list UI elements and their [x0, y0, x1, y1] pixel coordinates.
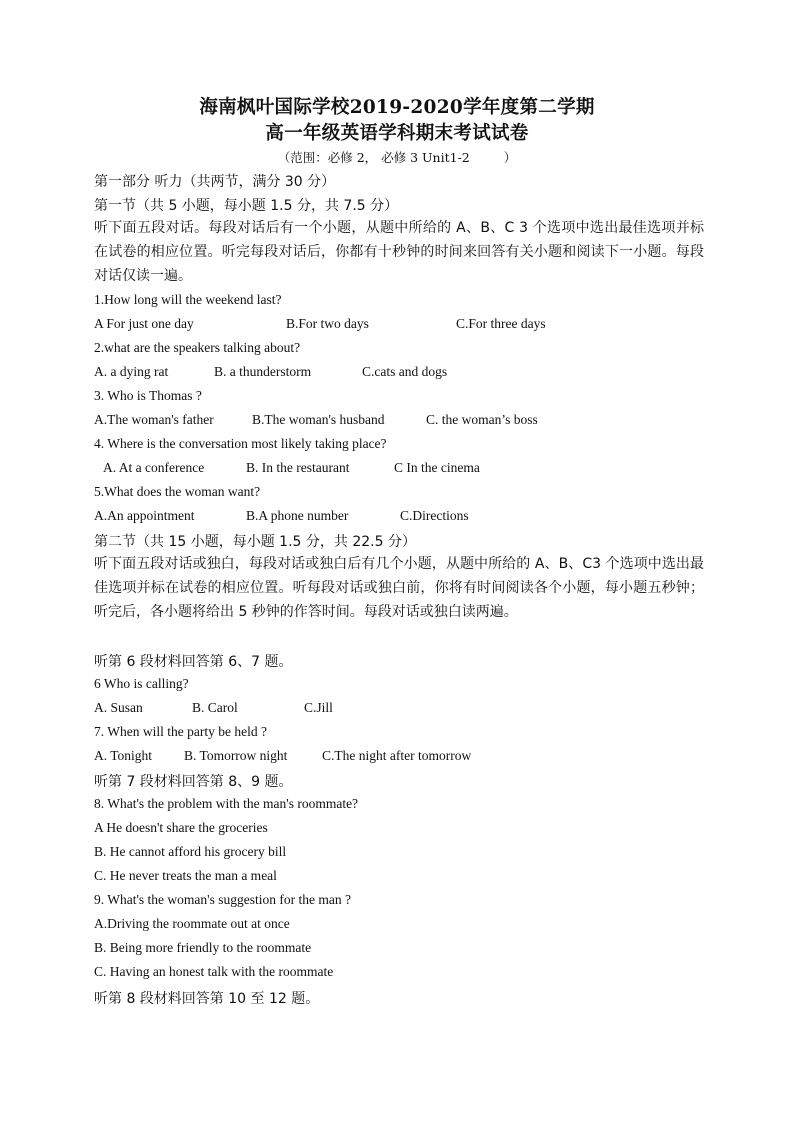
question-2-option-b: B. a thunderstorm — [214, 364, 312, 379]
question-9-option-b: B. Being more friendly to the roommate — [94, 940, 312, 955]
group-6-heading: 听第 6 段材料回答第 6、7 题。 — [94, 654, 293, 670]
question-6-option-a: A. Susan — [94, 700, 143, 715]
part1-heading: 第一部分 听力（共两节，满分 30 分） — [94, 174, 336, 190]
school-title: 海南枫叶国际学校2019-2020学年度第二学期 — [199, 97, 595, 118]
question-1-option-c: C.For three days — [456, 316, 546, 331]
question-5-option-c: C.Directions — [400, 508, 469, 523]
exam-scope — [0, 148, 794, 166]
question-6: 6 Who is calling? — [94, 676, 189, 691]
group-7-heading: 听第 7 段材料回答第 8、9 题。 — [94, 774, 293, 790]
question-4: 4. Where is the conversation most likely taking place? — [94, 436, 387, 451]
question-8-option-c: C. He never treats the man a meal — [94, 868, 277, 883]
exam-title: 高一年级英语学科期末考试试卷 — [265, 123, 529, 144]
question-2: 2.what are the speakers talking about? — [94, 340, 301, 355]
question-6-option-b: B. Carol — [192, 700, 238, 715]
scope-close: ） — [503, 150, 517, 165]
question-3-option-c: C. the woman’s boss — [426, 412, 538, 427]
question-9-option-c: C. Having an honest talk with the roommate — [94, 964, 334, 979]
question-5-option-a: A.An appointment — [94, 508, 195, 523]
scope-text: （范围：必修 2， 必修 3 Unit1-2 — [277, 150, 470, 165]
question-3-option-b: B.The woman's husband — [252, 412, 385, 427]
section1-instructions: 听下面五段对话。每段对话后有一个小题，从题中所给的 A、B、C 3 个选项中选出最佳选项并标在试卷的相应位置。听完每段对话后，你都有十秒钟的时间来回答有关小题和阅读下一小题。每段对话仅读一遍。 — [94, 220, 704, 284]
question-4-option-a: A. At a conference — [103, 460, 205, 475]
section2-instructions: 听下面五段对话或独白，每段对话或独白后有几个小题，从题中所给的 A、B、C3 个选项中选出最佳选项并标在试卷的相应位置。听每段对话或独白前，你将有时间阅读各个小题，每小题五秒钟；听完后，各小题将给出 5 秒钟的作答时间。每段对话或独白读两遍。 — [94, 556, 704, 620]
question-7-option-a: A. Tonight — [94, 748, 153, 763]
section2-heading: 第二节（共 15 小题，每小题 1.5 分，共 22.5 分） — [94, 534, 416, 550]
question-3-option-a: A.The woman's father — [94, 412, 214, 427]
question-5-option-b: B.A phone number — [246, 508, 349, 523]
question-1-option-a: A For just one day — [94, 316, 194, 331]
question-2-option-a: A. a dying rat — [94, 364, 169, 379]
question-1-option-b: B.For two days — [286, 316, 369, 331]
question-2-option-c: C.cats and dogs — [362, 364, 448, 379]
question-1: 1.How long will the weekend last? — [94, 292, 282, 307]
question-7-option-c: C.The night after tomorrow — [322, 748, 472, 763]
question-9: 9. What's the woman's suggestion for the man ? — [94, 892, 351, 907]
question-8-option-a: A He doesn't share the groceries — [94, 820, 268, 835]
group-8-heading: 听第 8 段材料回答第 10 至 12 题。 — [94, 991, 320, 1007]
question-7: 7. When will the party be held ? — [94, 724, 267, 739]
question-4-option-c: C In the cinema — [394, 460, 480, 475]
question-3: 3. Who is Thomas ? — [94, 388, 202, 403]
question-6-option-c: C.Jill — [304, 700, 333, 715]
question-5: 5.What does the woman want? — [94, 484, 261, 499]
section1-heading: 第一节（共 5 小题，每小题 1.5 分，共 7.5 分） — [94, 198, 399, 214]
question-9-option-a: A.Driving the roommate out at once — [94, 916, 290, 931]
question-7-option-b: B. Tomorrow night — [184, 748, 288, 763]
question-8: 8. What's the problem with the man's roommate? — [94, 796, 359, 811]
question-4-option-b: B. In the restaurant — [246, 460, 350, 475]
question-8-option-b: B. He cannot afford his grocery bill — [94, 844, 287, 859]
